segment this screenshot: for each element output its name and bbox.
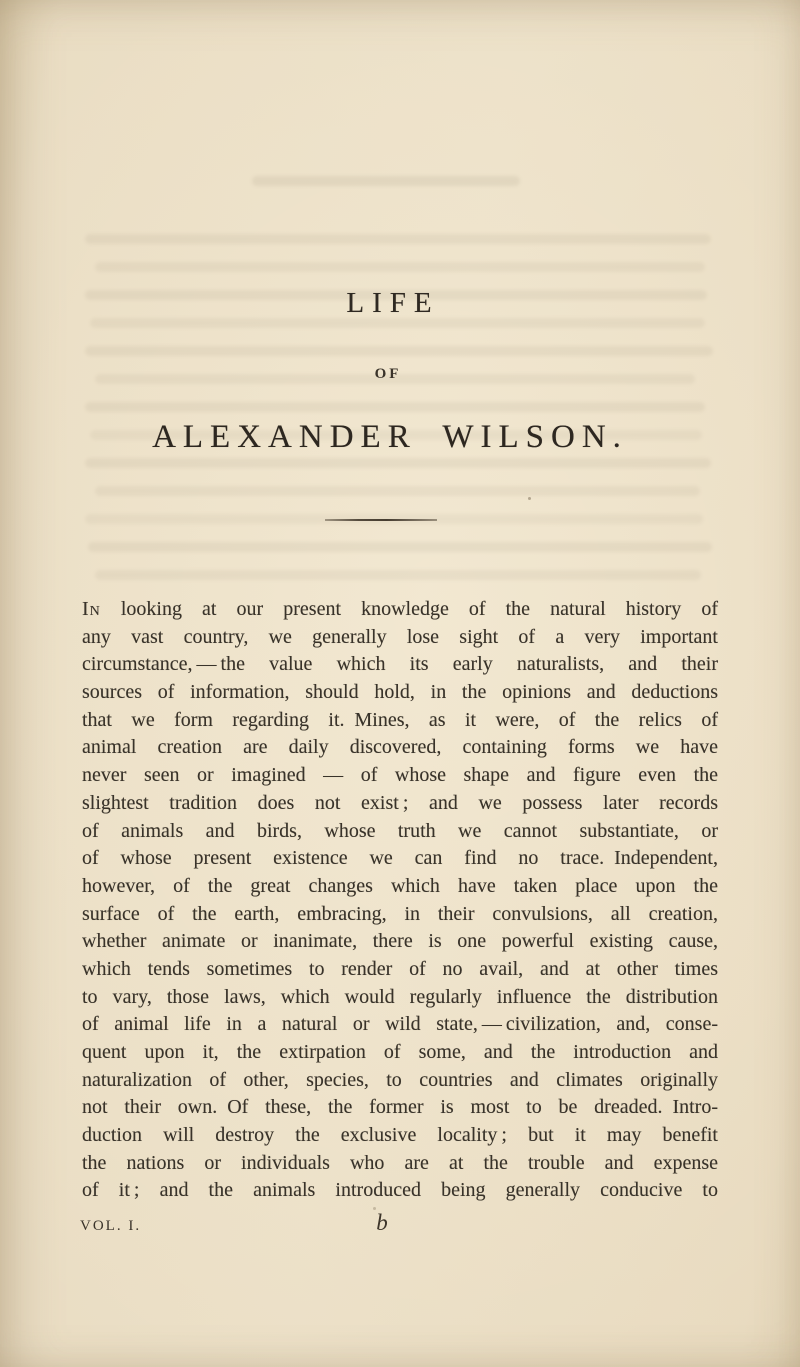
body-text-line: which tends sometimes to render of no avail, and at other times — [82, 957, 718, 980]
body-paragraph — [82, 596, 718, 1205]
body-text-line: to vary, those laws, which would regularly influence the distribution — [82, 985, 718, 1008]
bleed-through-ghost-line — [95, 486, 700, 496]
body-text-line: that we form regarding it. Mines, as it were, of the relics of — [82, 708, 718, 731]
volume-label: VOL. I. — [80, 1218, 142, 1234]
body-text-line: duction will destroy the exclusive locality ; but it may benefit — [82, 1124, 718, 1147]
body-text-line: surface of the earth, embracing, in their convulsions, all creation, — [82, 902, 718, 925]
body-line-text: looking at our present knowledge of the natural history of — [100, 598, 718, 620]
body-text-line: naturalization of other, species, to countries and climates originally — [82, 1068, 718, 1091]
body-text-line: slightest tradition does not exist ; and we possess later records — [82, 791, 718, 814]
bleed-through-ghost-line — [85, 458, 711, 468]
bleed-through-ghost-line — [252, 176, 520, 186]
bleed-through-ghost-line — [88, 542, 712, 552]
body-text-line: whether animate or inanimate, there is one powerful existing cause, — [82, 930, 718, 953]
bleed-through-ghost-line — [95, 262, 705, 272]
body-text-line: of whose present existence we can find no trace. Independent, — [82, 847, 718, 870]
paper-speck — [528, 497, 531, 500]
body-text-line: animal creation are daily discovered, containing forms we have — [82, 736, 718, 759]
body-text-line: any vast country, we generally lose sight of a very important — [82, 625, 718, 648]
page-title: LIFE — [346, 287, 440, 319]
body-text-line: however, of the great changes which have taken place upon the — [82, 874, 718, 897]
title-divider-rule — [325, 519, 437, 521]
body-text-line: of animal life in a natural or wild state, — civilization, and, conse- — [82, 1013, 718, 1036]
body-text-line — [82, 596, 718, 624]
body-text-line: never seen or imagined — of whose shape and figure even the — [82, 764, 718, 787]
body-text-line: of it ; and the animals introduced being generally conducive to — [82, 1179, 718, 1202]
body-text-line: circumstance, — the value which its early naturalists, and their — [82, 653, 718, 676]
body-text-line: sources of information, should hold, in the opinions and deductions — [82, 681, 718, 704]
body-text-line: the nations or individuals who are at the trouble and expense — [82, 1151, 718, 1174]
bleed-through-ghost-line — [85, 346, 713, 356]
printers-signature-mark: b — [376, 1210, 388, 1235]
body-text-line: not their own. Of these, the former is most to be dreaded. Intro- — [82, 1096, 718, 1119]
body-text-line: of animals and birds, whose truth we cannot substantiate, or — [82, 819, 718, 842]
body-text-line: quent upon it, the extirpation of some, and the introduction and — [82, 1041, 718, 1063]
paragraph-lead-word: In — [82, 598, 101, 620]
bleed-through-ghost-line — [85, 402, 705, 412]
bleed-through-ghost-line — [95, 570, 701, 580]
title-connector: OF — [374, 366, 402, 382]
subject-name-title: ALEXANDER WILSON. — [152, 419, 628, 455]
bleed-through-ghost-line — [85, 234, 711, 244]
